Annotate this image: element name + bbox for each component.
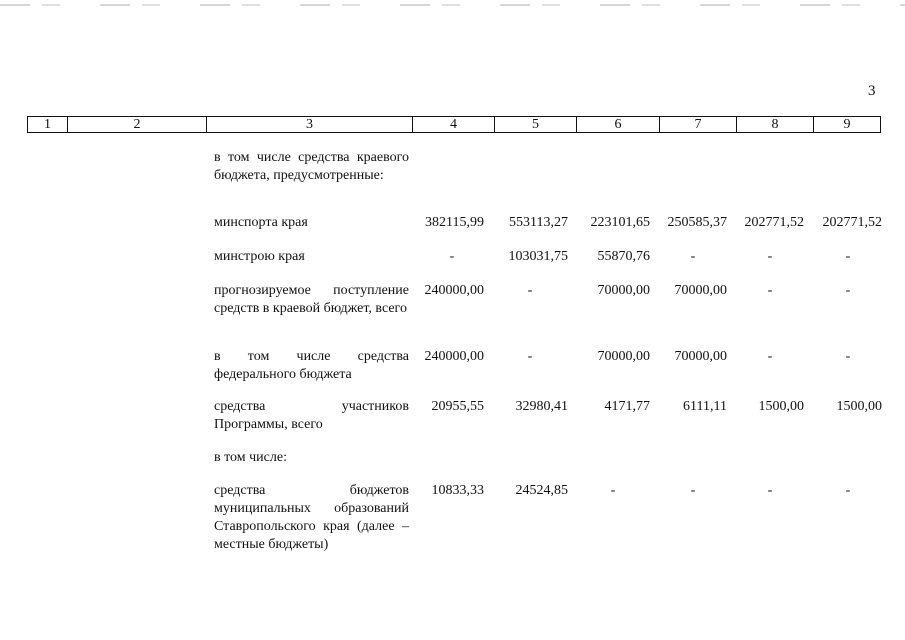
column-number-header bbox=[27, 116, 881, 133]
value-col-7: - bbox=[690, 483, 696, 498]
value-col-5: 32980,41 bbox=[515, 399, 568, 414]
value-col-5: 24524,85 bbox=[515, 483, 568, 498]
value-col-4: 240000,00 bbox=[424, 349, 484, 364]
page-number: 3 bbox=[868, 83, 876, 99]
value-col-5: 103031,75 bbox=[508, 249, 568, 264]
value-col-9: - bbox=[845, 349, 851, 364]
value-col-7: 70000,00 bbox=[674, 283, 727, 298]
row-description: в том числе: bbox=[214, 450, 287, 465]
header-col-2: 2 bbox=[68, 117, 207, 133]
row-description: средства бюджетов муниципальных образований Ставропольского края (далее – местные бюджеты) bbox=[214, 483, 409, 552]
header-col-1: 1 bbox=[28, 117, 68, 133]
value-col-6: 55870,76 bbox=[597, 249, 650, 264]
value-col-5: 553113,27 bbox=[509, 215, 568, 230]
value-col-5: - bbox=[527, 349, 533, 364]
row-description: минстрою края bbox=[214, 249, 305, 264]
value-col-7: 6111,11 bbox=[683, 399, 727, 414]
row-description: средства участников Программы, всего bbox=[214, 399, 409, 432]
header-col-9: 9 bbox=[814, 117, 881, 133]
value-col-4: - bbox=[449, 249, 455, 264]
value-col-4: 20955,55 bbox=[431, 399, 484, 414]
row-description: в том числе средства федерального бюджета bbox=[214, 349, 409, 382]
value-col-4: 240000,00 bbox=[424, 283, 484, 298]
value-col-7: - bbox=[690, 249, 696, 264]
header-col-5: 5 bbox=[495, 117, 577, 133]
value-col-4: 382115,99 bbox=[425, 215, 484, 230]
header-col-4: 4 bbox=[413, 117, 495, 133]
value-col-8: 1500,00 bbox=[758, 399, 804, 414]
value-col-9: - bbox=[845, 249, 851, 264]
value-col-6: 70000,00 bbox=[597, 283, 650, 298]
value-col-4: 10833,33 bbox=[431, 483, 484, 498]
value-col-7: 250585,37 bbox=[667, 215, 727, 230]
value-col-9: 1500,00 bbox=[836, 399, 882, 414]
value-col-8: - bbox=[767, 249, 773, 264]
value-col-6: - bbox=[610, 483, 616, 498]
row-description: в том числе средства краевого бюджета, предусмотренные: bbox=[214, 150, 409, 183]
value-col-5: - bbox=[527, 283, 533, 298]
value-col-8: - bbox=[767, 349, 773, 364]
value-col-6: 4171,77 bbox=[604, 399, 650, 414]
row-description: минспорта края bbox=[214, 215, 308, 230]
value-col-9: - bbox=[845, 283, 851, 298]
value-col-9: - bbox=[845, 483, 851, 498]
header-col-8: 8 bbox=[737, 117, 814, 133]
row-description: прогнозируемое поступление средств в краевой бюджет, всего bbox=[214, 283, 409, 316]
header-col-3: 3 bbox=[207, 117, 413, 133]
value-col-7: 70000,00 bbox=[674, 349, 727, 364]
value-col-8: - bbox=[767, 483, 773, 498]
value-col-8: 202771,52 bbox=[744, 215, 804, 230]
header-col-6: 6 bbox=[577, 117, 660, 133]
scan-artifact-line bbox=[0, 4, 905, 6]
value-col-9: 202771,52 bbox=[822, 215, 882, 230]
header-col-7: 7 bbox=[660, 117, 737, 133]
value-col-8: - bbox=[767, 283, 773, 298]
value-col-6: 223101,65 bbox=[590, 215, 650, 230]
value-col-6: 70000,00 bbox=[597, 349, 650, 364]
